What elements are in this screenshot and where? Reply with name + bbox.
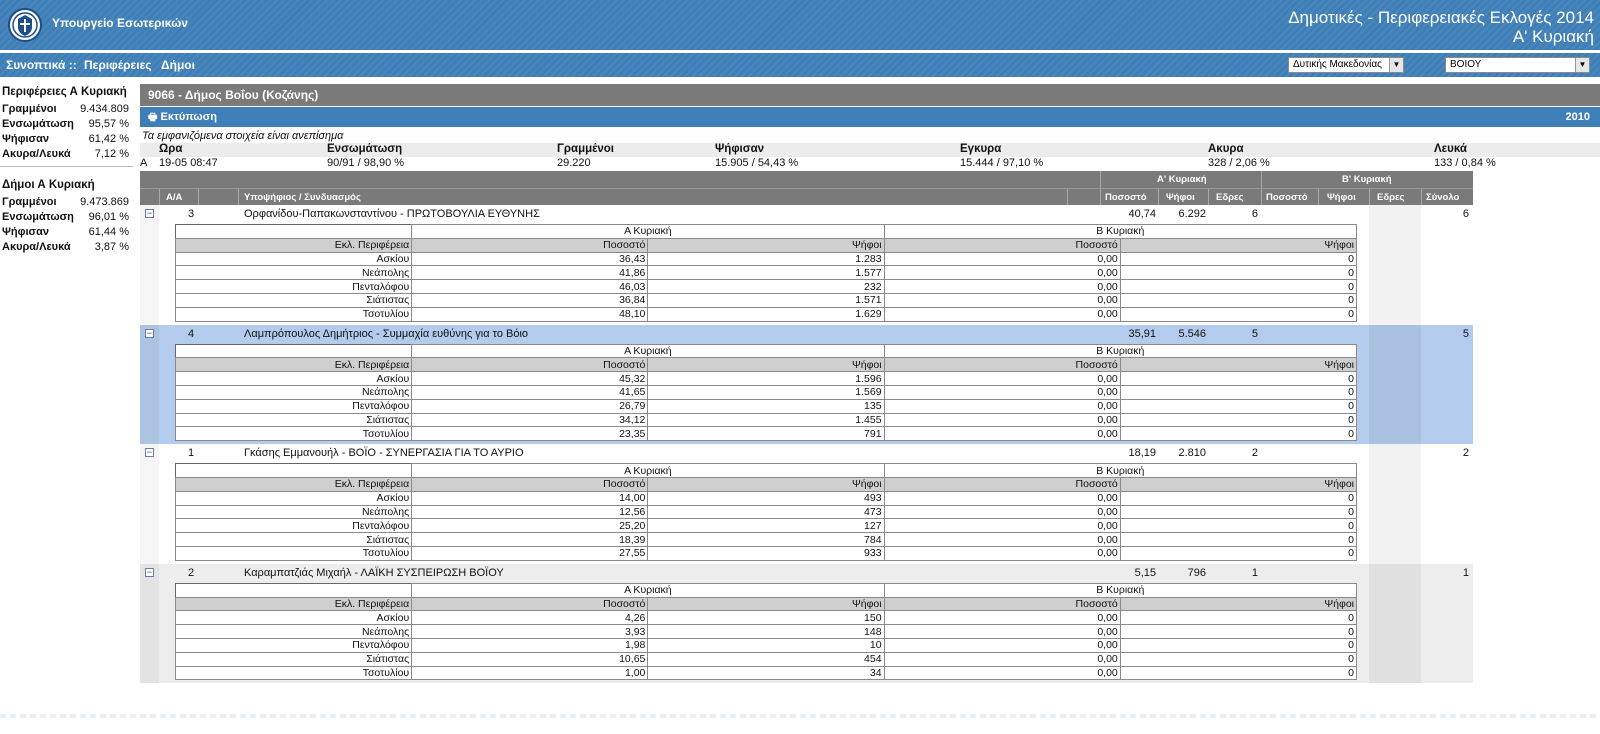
district-name: Σιάτιστας <box>176 413 412 427</box>
stat-value: 61,42 % <box>88 133 129 145</box>
district-name: Σιάτιστας <box>176 293 412 307</box>
stat-value: 95,57 % <box>88 118 129 130</box>
district-b-pct: 0,00 <box>884 266 1120 280</box>
district-row <box>176 611 1357 625</box>
stat-label: Ψήφισαν <box>2 133 49 145</box>
sub-header-b-votes: Ψήφοι <box>1120 238 1356 252</box>
district-a-pct: 25,20 <box>412 519 648 533</box>
district-name: Νεάπολης <box>176 505 412 519</box>
district-row <box>176 666 1357 680</box>
district-b-votes: 0 <box>1120 666 1356 680</box>
district-a-pct: 41,65 <box>412 385 648 399</box>
sub-header-b-pct: Ποσοστό <box>884 238 1120 252</box>
sub-header-b-pct: Ποσοστό <box>884 358 1120 372</box>
district-row <box>176 399 1357 413</box>
nav-summary-link[interactable]: Συνοπτικά :: <box>6 58 77 72</box>
sub-header-b-votes: Ψήφοι <box>1120 477 1356 491</box>
district-row <box>176 427 1357 441</box>
summary-value-voted: 15.905 / 54,43 % <box>715 157 799 169</box>
district-b-pct: 0,00 <box>884 252 1120 266</box>
district-a-pct: 46,03 <box>412 280 648 294</box>
stat-row <box>0 195 133 210</box>
stat-row <box>0 117 133 132</box>
district-a-pct: 41,86 <box>412 266 648 280</box>
candidate-block <box>140 325 1473 445</box>
municipality-title: 9066 - Δήμος Βοΐου (Κοζάνης) <box>140 84 1600 106</box>
sub-header-a-pct: Ποσοστό <box>412 597 648 611</box>
chevron-down-icon[interactable]: ▼ <box>1575 58 1589 72</box>
district-a-pct: 1,98 <box>412 638 648 652</box>
nav-bar <box>0 53 1600 77</box>
district-a-votes: 1.577 <box>648 266 884 280</box>
district-name: Πενταλόφου <box>176 280 412 294</box>
summary-header-valid: Εγκυρα <box>960 143 1002 155</box>
district-b-votes: 0 <box>1120 293 1356 307</box>
district-b-pct: 0,00 <box>884 293 1120 307</box>
district-b-votes: 0 <box>1120 652 1356 666</box>
stat-label: Ενσωμάτωση <box>2 118 74 130</box>
candidate-votes: 5.546 <box>1178 327 1206 340</box>
district-a-pct: 1,00 <box>412 666 648 680</box>
candidate-total: 1 <box>1462 566 1469 579</box>
grid-header-round-b: Β' Κυριακή <box>1342 174 1392 185</box>
district-b-pct: 0,00 <box>884 638 1120 652</box>
summary-header-voted: Ψήφισαν <box>715 143 765 155</box>
district-b-votes: 0 <box>1120 533 1356 547</box>
round-header-row <box>176 583 1357 597</box>
summary-value-integration: 90/91 / 98,90 % <box>327 157 405 169</box>
district-row <box>176 413 1357 427</box>
print-bar <box>140 107 1600 127</box>
district-name: Νεάπολης <box>176 625 412 639</box>
candidate-seats: 5 <box>1251 327 1258 340</box>
print-link[interactable]: Εκτύπωση <box>160 111 217 123</box>
district-b-votes: 0 <box>1120 546 1356 560</box>
district-b-pct: 0,00 <box>884 652 1120 666</box>
district-name: Ασκίου <box>176 611 412 625</box>
district-b-pct: 0,00 <box>884 546 1120 560</box>
district-breakdown-table <box>175 463 1357 561</box>
district-name: Τσοτυλίου <box>176 666 412 680</box>
regions-summary-title: Περιφέρειες Α Κυριακή <box>2 86 127 98</box>
candidate-pct: 18,19 <box>1128 447 1156 460</box>
table-row[interactable] <box>140 205 1473 224</box>
candidate-aa: 2 <box>188 566 195 579</box>
candidate-votes: 796 <box>1187 566 1206 579</box>
sub-header-b-votes: Ψήφοι <box>1120 597 1356 611</box>
sub-header-a-pct: Ποσοστό <box>412 477 648 491</box>
sub-header-round-a: Α Κυριακή <box>412 225 884 239</box>
district-row <box>176 546 1357 560</box>
district-b-pct: 0,00 <box>884 399 1120 413</box>
district-b-pct: 0,00 <box>884 385 1120 399</box>
district-a-pct: 4,26 <box>412 611 648 625</box>
grid-header-b-seats[interactable]: Εδρες <box>1377 192 1405 203</box>
district-row <box>176 625 1357 639</box>
nav-regions-link[interactable]: Περιφέρειες <box>84 58 152 72</box>
column-header-row <box>176 238 1357 252</box>
district-b-votes: 0 <box>1120 638 1356 652</box>
district-a-votes: 791 <box>648 427 884 441</box>
district-b-votes: 0 <box>1120 385 1356 399</box>
year-label: 2010 <box>1565 111 1590 123</box>
district-a-pct: 45,32 <box>412 372 648 386</box>
district-row <box>176 372 1357 386</box>
candidate-name: Γκάσης Εμμανουήλ - ΒΟΪΟ - ΣΥΝΕΡΓΑΣΙΑ ΓΙΑ ΤΟ ΑΥΡΙΟ <box>244 447 524 460</box>
sub-header-a-pct: Ποσοστό <box>412 358 648 372</box>
stat-row <box>0 132 133 147</box>
candidate-seats: 1 <box>1251 566 1258 579</box>
district-b-pct: 0,00 <box>884 280 1120 294</box>
district-b-pct: 0,00 <box>884 666 1120 680</box>
district-a-pct: 48,10 <box>412 307 648 321</box>
district-row <box>176 385 1357 399</box>
grid-header-a-pct[interactable]: Ποσοστό <box>1105 192 1147 203</box>
grid-header-aa[interactable]: Α/Α <box>166 192 183 203</box>
sub-header-a-votes: Ψήφοι <box>648 597 884 611</box>
district-name: Νεάπολης <box>176 385 412 399</box>
sub-header-round-a: Α Κυριακή <box>412 464 884 478</box>
results-grid <box>140 171 1473 683</box>
left-summary-panel <box>0 80 133 255</box>
district-a-votes: 784 <box>648 533 884 547</box>
municipalities-summary-title: Δήμοι Α Κυριακή <box>2 179 95 191</box>
district-name: Ασκίου <box>176 491 412 505</box>
district-b-votes: 0 <box>1120 505 1356 519</box>
district-b-votes: 0 <box>1120 625 1356 639</box>
nav-municipalities-link[interactable]: Δήμοι <box>161 58 195 72</box>
district-b-pct: 0,00 <box>884 533 1120 547</box>
table-row[interactable] <box>140 564 1473 583</box>
provisional-note: Τα εμφανιζόμενα στοιχεία είναι ανεπίσημα <box>142 130 344 142</box>
sub-header-district: Εκλ. Περιφέρεια <box>176 238 412 252</box>
grid-header-columns <box>140 188 1473 205</box>
district-name: Πενταλόφου <box>176 638 412 652</box>
district-row <box>176 293 1357 307</box>
district-row <box>176 307 1357 321</box>
candidate-block <box>140 444 1473 564</box>
sub-header-b-pct: Ποσοστό <box>884 597 1120 611</box>
district-b-votes: 0 <box>1120 611 1356 625</box>
candidate-total: 5 <box>1462 327 1469 340</box>
district-a-votes: 135 <box>648 399 884 413</box>
sub-header-round-b: Β Κυριακή <box>884 344 1356 358</box>
district-a-votes: 232 <box>648 280 884 294</box>
stat-label: Ακυρα/Λευκά <box>2 148 71 160</box>
stat-value: 9.434.809 <box>80 103 129 115</box>
grid-header-round-a: Α' Κυριακή <box>1157 174 1207 185</box>
district-a-votes: 493 <box>648 491 884 505</box>
summary-round: Α <box>140 157 148 169</box>
candidate-pct: 5,15 <box>1134 566 1156 579</box>
summary-header-blank: Λευκά <box>1434 143 1467 155</box>
stat-row <box>0 225 133 240</box>
district-a-votes: 933 <box>648 546 884 560</box>
stat-value: 3,87 % <box>94 241 129 253</box>
stat-value: 96,01 % <box>88 211 129 223</box>
table-row[interactable] <box>140 444 1473 463</box>
district-a-votes: 127 <box>648 519 884 533</box>
chevron-down-icon[interactable]: ▼ <box>1389 58 1403 72</box>
district-b-pct: 0,00 <box>884 625 1120 639</box>
candidate-name: Καραμπατζιάς Μιχαήλ - ΛΑΪΚΗ ΣΥΣΠΕΙΡΩΣΗ ΒΟΪΟΥ <box>244 566 504 579</box>
district-b-pct: 0,00 <box>884 413 1120 427</box>
district-b-pct: 0,00 <box>884 491 1120 505</box>
title-line-2: Α' Κυριακή <box>1512 27 1594 46</box>
district-b-pct: 0,00 <box>884 505 1120 519</box>
stat-value: 7,12 % <box>94 148 129 160</box>
page-title <box>1288 8 1594 46</box>
region-select[interactable] <box>1288 57 1404 73</box>
summary-value-time: 19-05 08:47 <box>159 157 218 169</box>
sub-header-round-a: Α Κυριακή <box>412 344 884 358</box>
district-b-votes: 0 <box>1120 372 1356 386</box>
district-row <box>176 252 1357 266</box>
district-b-votes: 0 <box>1120 266 1356 280</box>
district-a-pct: 34,12 <box>412 413 648 427</box>
sub-header-a-votes: Ψήφοι <box>648 358 884 372</box>
candidate-total: 2 <box>1462 447 1469 460</box>
candidate-pct: 40,74 <box>1128 208 1156 220</box>
sub-header-round-b: Β Κυριακή <box>884 583 1356 597</box>
sub-header-round-b: Β Κυριακή <box>884 464 1356 478</box>
district-a-votes: 1.455 <box>648 413 884 427</box>
district-a-pct: 26,79 <box>412 399 648 413</box>
candidate-votes: 2.810 <box>1178 447 1206 460</box>
stat-value: 61,44 % <box>88 226 129 238</box>
district-a-votes: 1.629 <box>648 307 884 321</box>
district-row <box>176 652 1357 666</box>
stat-label: Γραμμένοι <box>2 103 57 115</box>
column-header-row <box>176 597 1357 611</box>
district-a-pct: 18,39 <box>412 533 648 547</box>
candidate-votes: 6.292 <box>1178 208 1206 220</box>
summary-value-blank: 133 / 0,84 % <box>1434 157 1496 169</box>
sub-header-round-b: Β Κυριακή <box>884 225 1356 239</box>
summary-value-invalid: 328 / 2,06 % <box>1208 157 1270 169</box>
sub-header-a-pct: Ποσοστό <box>412 238 648 252</box>
district-row <box>176 533 1357 547</box>
candidate-pct: 35,91 <box>1128 327 1156 340</box>
divider <box>0 166 133 167</box>
stat-row <box>0 147 133 162</box>
district-row <box>176 266 1357 280</box>
header-banner <box>0 0 1600 50</box>
summary-header-time: Ωρα <box>159 143 183 155</box>
district-a-votes: 454 <box>648 652 884 666</box>
stat-value: 9.473.869 <box>80 196 129 208</box>
district-b-pct: 0,00 <box>884 611 1120 625</box>
summary-header-invalid: Ακυρα <box>1208 143 1244 155</box>
district-b-pct: 0,00 <box>884 427 1120 441</box>
stat-row <box>0 102 133 117</box>
stat-row <box>0 240 133 255</box>
candidate-aa: 4 <box>188 327 195 340</box>
summary-value-valid: 15.444 / 97,10 % <box>960 157 1044 169</box>
footer-strip <box>0 714 1600 718</box>
sub-header-b-votes: Ψήφοι <box>1120 358 1356 372</box>
collapse-toggle-icon[interactable]: − <box>146 447 153 458</box>
candidate-name: Ορφανίδου-Παπακωνσταντίνου - ΠΡΩΤΟΒΟΥΛΙΑ ΕΥΘΥΝΗΣ <box>244 208 540 220</box>
table-row[interactable] <box>140 325 1473 344</box>
candidate-block <box>140 205 1473 325</box>
district-name: Ασκίου <box>176 252 412 266</box>
district-a-votes: 1.571 <box>648 293 884 307</box>
candidate-block <box>140 564 1473 684</box>
region-select-value: Δυτικής Μακεδονίας <box>1293 59 1382 70</box>
district-b-votes: 0 <box>1120 399 1356 413</box>
municipality-select-value: ΒΟΙΟΥ <box>1450 59 1482 70</box>
grid-header-top <box>140 171 1473 188</box>
grid-header-a-seats[interactable]: Εδρες <box>1216 192 1244 203</box>
district-b-votes: 0 <box>1120 252 1356 266</box>
grid-header-a-votes[interactable]: Ψήφοι <box>1166 192 1195 203</box>
district-breakdown-table <box>175 224 1357 322</box>
summary-header-integration: Ενσωμάτωση <box>327 143 403 155</box>
summary-value-registered: 29.220 <box>557 157 591 169</box>
main-content <box>140 80 1600 683</box>
candidate-seats: 2 <box>1251 447 1258 460</box>
district-row <box>176 491 1357 505</box>
district-b-votes: 0 <box>1120 280 1356 294</box>
stat-label: Γραμμένοι <box>2 196 57 208</box>
candidate-aa: 3 <box>188 208 195 220</box>
district-row <box>176 638 1357 652</box>
district-name: Πενταλόφου <box>176 399 412 413</box>
greek-emblem-icon <box>8 8 42 42</box>
grid-header-total[interactable]: Σύνολο <box>1426 192 1460 203</box>
collapse-toggle-icon[interactable]: − <box>146 208 153 218</box>
district-a-votes: 34 <box>648 666 884 680</box>
stat-label: Ενσωμάτωση <box>2 211 74 223</box>
district-b-votes: 0 <box>1120 427 1356 441</box>
candidate-seats: 6 <box>1251 208 1258 220</box>
column-header-row <box>176 358 1357 372</box>
district-b-pct: 0,00 <box>884 372 1120 386</box>
sub-header-a-votes: Ψήφοι <box>648 238 884 252</box>
district-b-pct: 0,00 <box>884 307 1120 321</box>
district-row <box>176 519 1357 533</box>
candidate-name: Λαμπρόπουλος Δημήτριος - Συμμαχία ευθύνης για το Βόιο <box>244 327 529 340</box>
district-breakdown-table <box>175 583 1357 681</box>
district-a-votes: 1.596 <box>648 372 884 386</box>
district-a-pct: 14,00 <box>412 491 648 505</box>
sub-header-b-pct: Ποσοστό <box>884 477 1120 491</box>
district-name: Σιάτιστας <box>176 652 412 666</box>
collapse-toggle-icon[interactable]: − <box>146 566 153 577</box>
district-a-pct: 27,55 <box>412 546 648 560</box>
round-header-row <box>176 464 1357 478</box>
grid-header-candidate[interactable]: Υποψήφιος / Συνδυασμός <box>244 192 361 203</box>
district-b-pct: 0,00 <box>884 519 1120 533</box>
district-b-votes: 0 <box>1120 519 1356 533</box>
district-name: Νεάπολης <box>176 266 412 280</box>
sub-header-district: Εκλ. Περιφέρεια <box>176 597 412 611</box>
district-name: Ασκίου <box>176 372 412 386</box>
title-line-1: Δημοτικές - Περιφερειακές Εκλογές 2014 <box>1288 8 1594 27</box>
grid-header-b-pct[interactable]: Ποσοστό <box>1266 192 1308 203</box>
sub-header-a-votes: Ψήφοι <box>648 477 884 491</box>
district-b-votes: 0 <box>1120 491 1356 505</box>
column-header-row <box>176 477 1357 491</box>
ministry-name: Υπουργείο Εσωτερικών <box>52 16 188 30</box>
district-name: Πενταλόφου <box>176 519 412 533</box>
district-a-votes: 1.569 <box>648 385 884 399</box>
district-row <box>176 280 1357 294</box>
district-a-pct: 36,84 <box>412 293 648 307</box>
sub-header-district: Εκλ. Περιφέρεια <box>176 477 412 491</box>
printer-icon[interactable]: 🖶 <box>148 112 158 123</box>
municipality-select[interactable] <box>1445 57 1590 73</box>
district-b-votes: 0 <box>1120 307 1356 321</box>
district-breakdown-table <box>175 344 1357 442</box>
district-a-pct: 12,56 <box>412 505 648 519</box>
summary-header-registered: Γραμμένοι <box>557 143 614 155</box>
district-row <box>176 505 1357 519</box>
round-header-row <box>176 344 1357 358</box>
district-name: Τσοτυλίου <box>176 546 412 560</box>
district-a-votes: 148 <box>648 625 884 639</box>
stat-label: Ψήφισαν <box>2 226 49 238</box>
district-a-pct: 10,65 <box>412 652 648 666</box>
district-a-pct: 3,93 <box>412 625 648 639</box>
candidate-aa: 1 <box>188 447 195 460</box>
district-a-pct: 23,35 <box>412 427 648 441</box>
district-a-votes: 150 <box>648 611 884 625</box>
district-a-votes: 473 <box>648 505 884 519</box>
district-b-votes: 0 <box>1120 413 1356 427</box>
district-name: Τσοτυλίου <box>176 427 412 441</box>
sub-header-round-a: Α Κυριακή <box>412 583 884 597</box>
candidate-total: 6 <box>1462 208 1469 220</box>
district-name: Σιάτιστας <box>176 533 412 547</box>
district-a-pct: 36,43 <box>412 252 648 266</box>
district-name: Τσοτυλίου <box>176 307 412 321</box>
stat-row <box>0 210 133 225</box>
summary-table <box>140 143 1600 171</box>
district-a-votes: 1.283 <box>648 252 884 266</box>
stat-label: Ακυρα/Λευκά <box>2 241 71 253</box>
grid-header-b-votes[interactable]: Ψήφοι <box>1327 192 1356 203</box>
district-a-votes: 10 <box>648 638 884 652</box>
sub-header-district: Εκλ. Περιφέρεια <box>176 358 412 372</box>
collapse-toggle-icon[interactable]: − <box>146 327 153 338</box>
round-header-row <box>176 225 1357 239</box>
